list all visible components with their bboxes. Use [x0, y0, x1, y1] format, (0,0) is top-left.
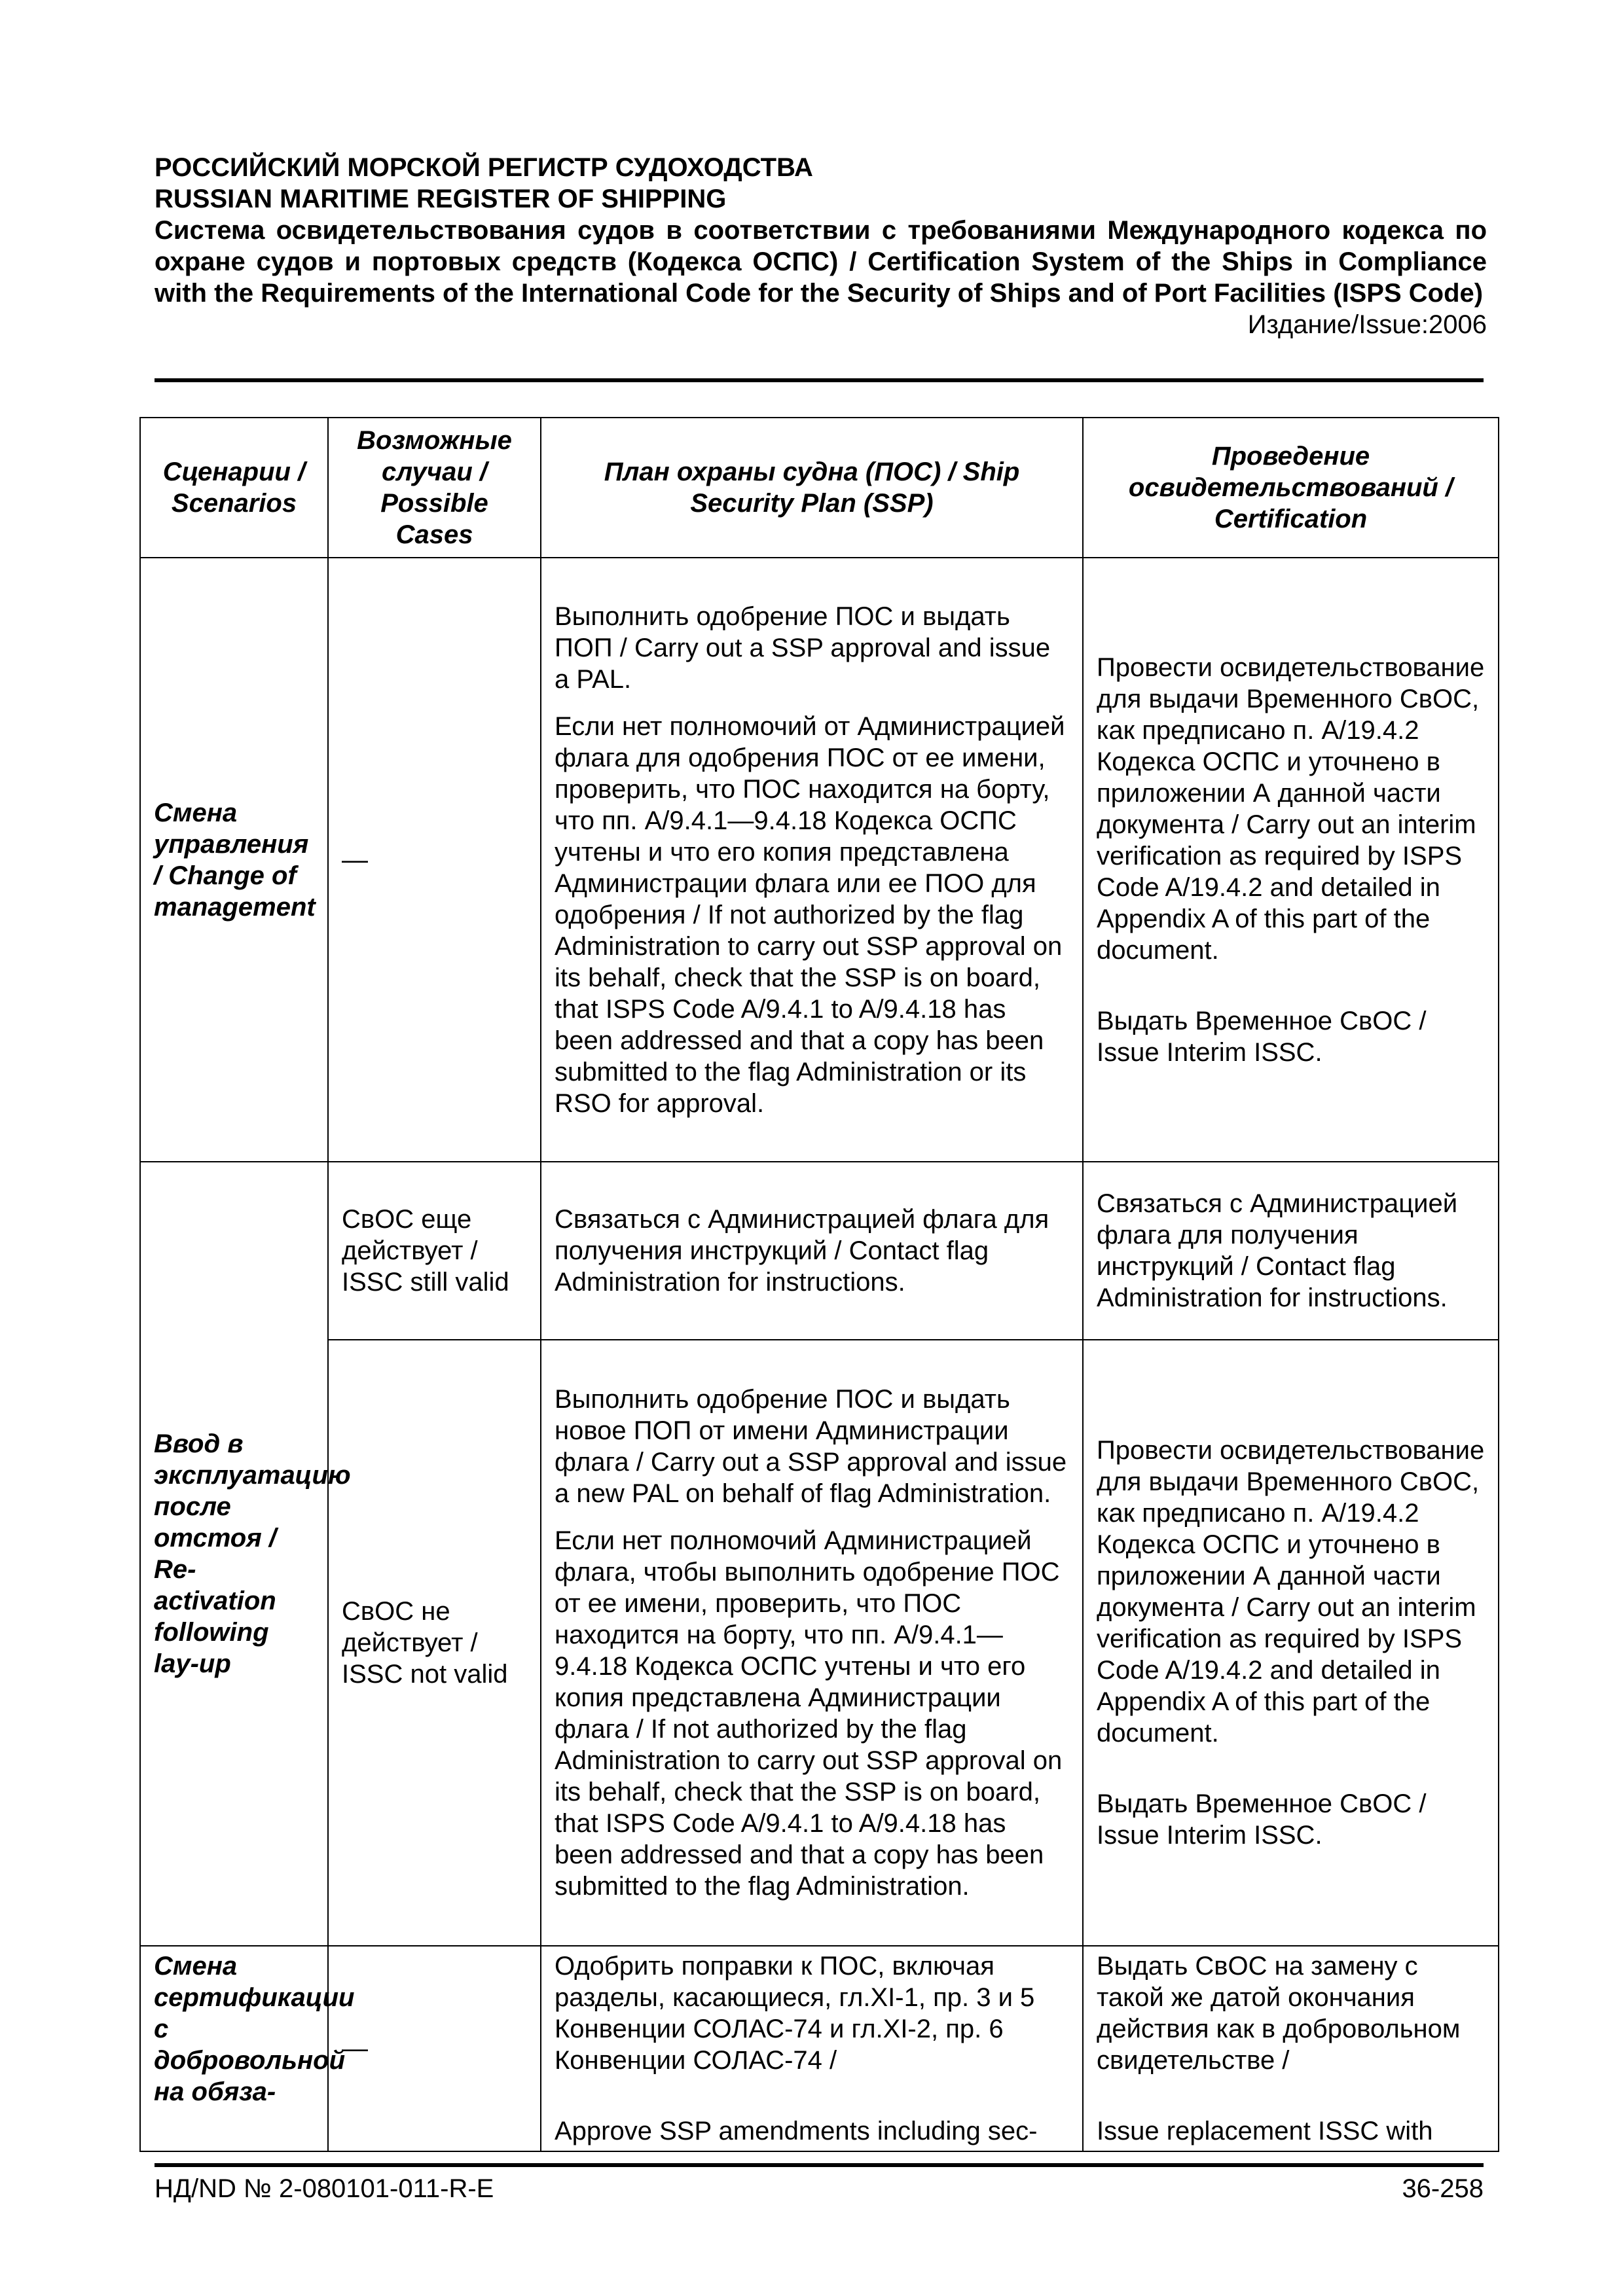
- certification-cell: Связаться с Администрацией флага для получения инструкций / Contact flag Administration for instructions.: [1083, 1162, 1499, 1340]
- table-row: [140, 1340, 1499, 1946]
- table-row: [140, 1162, 1499, 1340]
- ssp-paragraph: Выполнить одобрение ПОС и выдать новое ПОП от имени Администрации флага / Carry out a SSP approval and issue a new PAL on behalf of flag Administration.: [555, 1385, 1067, 1508]
- col-header-ssp: План охраны судна (ПОС) / Ship Security Plan (SSP): [541, 418, 1083, 558]
- scenario-cell: Смена управления / Change of management: [140, 558, 328, 1162]
- ssp-cell: [541, 1946, 1083, 2151]
- certification-cell: [1083, 558, 1499, 1162]
- table-header-row: [140, 418, 1499, 558]
- register-name-ru: РОССИЙСКИЙ МОРСКОЙ РЕГИСТР СУДОХОДСТВА: [155, 153, 813, 182]
- table-row: [140, 1946, 1499, 2151]
- ssp-paragraph: Approve SSP amendments including sec-: [555, 2117, 1038, 2145]
- ssp-paragraph: Если нет полномочий Администрацией флага, чтобы выполнить одобрение ПОС от ее имени, проверить, что ПОС находится на борту, что пп. A/9.4.1—9.4.18 Кодекса ОСПС учтены и что его копия представлена Администрации флага / If not authorized by the flag Administration to carry out SSP approval on its behalf, check that the SSP is on board, that ISPS Code A/9.4.1 to A/9.4.18 has been addressed and that a copy has been submitted to the flag Administration.: [555, 1526, 1063, 1901]
- certification-table: [139, 417, 1499, 2152]
- table-row: [140, 558, 1499, 1162]
- document-header: [155, 152, 1487, 340]
- header-divider: [155, 378, 1484, 382]
- footer-divider: [155, 2163, 1484, 2167]
- ssp-cell: [541, 558, 1083, 1162]
- ssp-cell: Связаться с Администрацией флага для получения инструкций / Contact flag Administration for instructions.: [541, 1162, 1083, 1340]
- cert-paragraph: Провести освидетельствование для выдачи Временного СвОС, как предписано п. А/19.4.2 Кодекса ОСПС и уточнено в приложении А данной части документа / Carry out an interim verification as required by ISPS Code A/19.4.2 and detailed in Appendix A of this part of the document.: [1097, 1436, 1485, 1748]
- cases-cell: СвОС еще действует / ISSC still valid: [328, 1162, 541, 1340]
- page-number: 36-258: [1402, 2174, 1484, 2203]
- document-description: Система освидетельствования судов в соответствии с требованиями Международного кодекса по охране судов и портовых средств (Кодекса ОСПС) / Certification System of the Ships in Compliance with the Requirements of the International Code for the Security of Ships and of Port Facilities (ISPS Code): [155, 216, 1487, 308]
- ssp-paragraph: Выполнить одобрение ПОС и выдать ПОП / Carry out a SSP approval and issue a PAL.: [555, 601, 1051, 694]
- cases-cell: СвОС не действует / ISSC not valid: [328, 1340, 541, 1946]
- ssp-cell: [541, 1340, 1083, 1946]
- col-header-scenarios: Сценарии / Scenarios: [140, 418, 328, 558]
- scenario-cell: Смена сертификации с добровольной на обяза-: [140, 1946, 328, 2151]
- cert-paragraph: Провести освидетельствование для выдачи Временного СвОС, как предписано п. А/19.4.2 Кодекса ОСПС и уточнено в приложении А данной части документа / Carry out an interim verification as required by ISPS Code A/19.4.2 and detailed in Appendix A of this part of the document.: [1097, 653, 1485, 965]
- certification-cell: [1083, 1946, 1499, 2151]
- cases-cell: —: [328, 1946, 541, 2151]
- scenario-cell: Ввод в эксплуатацию после отстоя / Re-activation following lay-up: [140, 1162, 328, 1946]
- col-header-certification: Проведение освидетельствований / Certification: [1083, 418, 1499, 558]
- ssp-paragraph: Одобрить поправки к ПОС, включая разделы, касающиеся, гл.XI-1, пр. 3 и 5 Конвенции СОЛАС-74 и гл.XI-2, пр. 6 Конвенции СОЛАС-74 /: [555, 1952, 1035, 2075]
- cases-cell: —: [328, 558, 541, 1162]
- cert-paragraph: Выдать Временное СвОС / Issue Interim ISSC.: [1097, 1006, 1427, 1067]
- cert-paragraph: Выдать СвОС на замену с такой же датой окончания действия как в добровольном свидетельстве /: [1097, 1952, 1461, 2075]
- certification-cell: [1083, 1340, 1499, 1946]
- ssp-paragraph: Если нет полномочий от Администрацией флага для одобрения ПОС от ее имени, проверить, что ПОС находится на борту, что пп. A/9.4.1—9.4.18 Кодекса ОСПС учтены и что его копия представлена Администрации флага или ее ПОО для одобрения / If not authorized by the flag Administration to carry out SSP approval on its behalf, check that the SSP is on board, that ISPS Code A/9.4.1 to A/9.4.18 has been addressed and that a copy has been submitted to the flag Administration or its RSO for approval.: [555, 711, 1065, 1118]
- cert-paragraph: Выдать Временное СвОС / Issue Interim ISSC.: [1097, 1789, 1427, 1850]
- register-name-en: RUSSIAN MARITIME REGISTER OF SHIPPING: [155, 185, 727, 213]
- cert-paragraph: Issue replacement ISSC with: [1097, 2117, 1433, 2145]
- issue-label: Издание/Issue:2006: [1247, 310, 1487, 339]
- document-number: НД/ND № 2-080101-011-R-E: [155, 2174, 494, 2203]
- col-header-cases: Возможные случаи / Possible Cases: [328, 418, 541, 558]
